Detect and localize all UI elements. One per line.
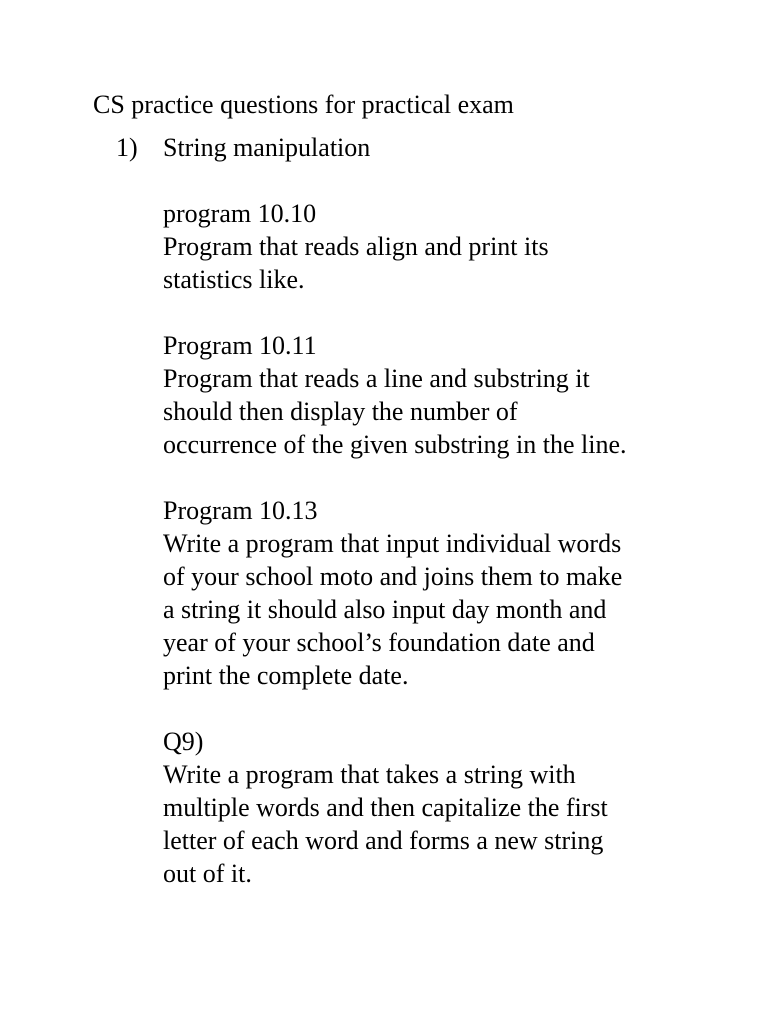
question-line: occurrence of the given substring in the line.: [163, 430, 627, 459]
question-text: [163, 362, 743, 461]
question-line: print the complete date.: [163, 661, 409, 690]
question-entry: [163, 197, 743, 296]
question-list: [163, 197, 743, 923]
question-line: of your school moto and joins them to make: [163, 562, 623, 591]
question-line: year of your school’s foundation date and: [163, 628, 595, 657]
question-title: Program 10.13: [163, 496, 318, 525]
question-line: Write a program that input individual words: [163, 529, 622, 558]
question-line: a string it should also input day month and: [163, 595, 607, 624]
question-entry: [163, 725, 743, 890]
question-line: Program that reads a line and substring it: [163, 364, 590, 393]
section-heading: [116, 131, 370, 164]
question-title: Q9): [163, 727, 204, 756]
question-line: Write a program that takes a string with: [163, 760, 576, 789]
question-title: Program 10.11: [163, 331, 317, 360]
document-title: CS practice questions for practical exam: [93, 90, 514, 119]
section-number: 1): [116, 133, 138, 162]
question-text: [163, 758, 743, 890]
question-text: [163, 527, 743, 692]
question-line: Program that reads align and print its: [163, 232, 549, 261]
question-line: letter of each word and forms a new string: [163, 826, 604, 855]
question-line: multiple words and then capitalize the first: [163, 793, 608, 822]
section-title: String manipulation: [163, 133, 371, 162]
question-line: should then display the number of: [163, 397, 518, 426]
question-line: out of it.: [163, 859, 252, 888]
question-text: [163, 230, 743, 296]
question-title: program 10.10: [163, 199, 317, 228]
question-line: statistics like.: [163, 265, 305, 294]
question-entry: [163, 494, 743, 692]
question-entry: [163, 329, 743, 461]
